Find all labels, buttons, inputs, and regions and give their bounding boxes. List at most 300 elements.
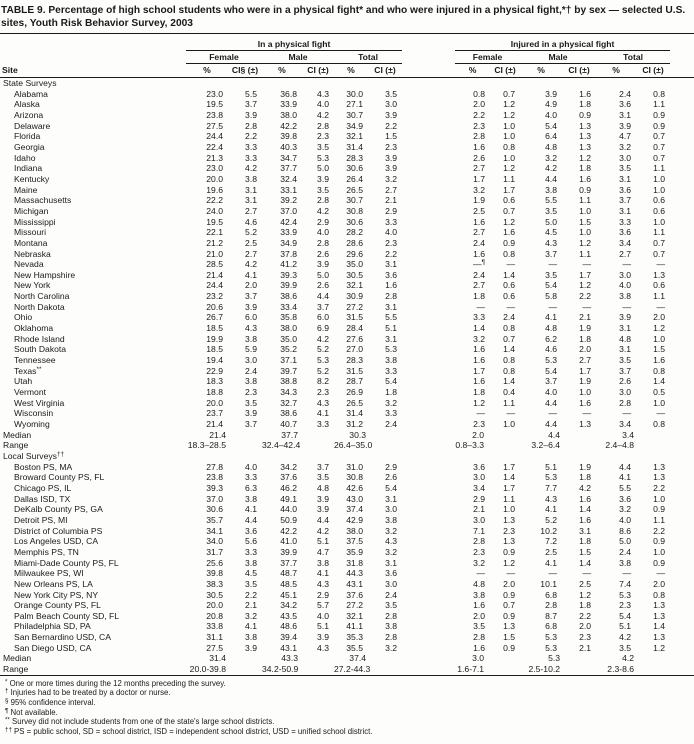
row-end-pad (670, 323, 694, 334)
value-cell: 5.3 (317, 355, 329, 366)
value-cell: 3.9 (317, 493, 329, 504)
value-cell: 31.8 (346, 557, 363, 568)
footnote-marker: ** (36, 365, 42, 373)
summary-row (0, 430, 694, 441)
value-cell: 3.8 (245, 376, 257, 387)
subheader-male: Male (262, 51, 334, 64)
value-cell: 3.1 (619, 173, 632, 184)
percent-header: % (455, 64, 490, 78)
value-cell: 1.9 (579, 323, 592, 334)
value-cell: 4.3 (545, 237, 558, 248)
summary-value-cell: 3.2–6.4 (531, 440, 561, 451)
value-cell: — (622, 259, 632, 270)
summary-value-cell: 43.3 (281, 653, 298, 664)
column-gap (402, 494, 455, 505)
site-cell: Memphis PS, TN (14, 546, 79, 557)
value-cell: 3.2 (385, 525, 398, 536)
row-end-pad (670, 131, 694, 142)
value-cell: 35.5 (346, 642, 363, 653)
value-cell: 0.9 (503, 546, 516, 557)
value-cell: 2.7 (473, 280, 486, 291)
value-cell: 19.9 (206, 333, 223, 344)
site-cell: New Orleans PS, LA (14, 578, 93, 589)
value-cell: 1.0 (503, 131, 516, 142)
value-cell: 38.6 (280, 291, 297, 302)
value-cell: 1.3 (653, 600, 666, 611)
value-cell: 44.3 (346, 568, 363, 579)
site-cell: San Bernardino USD, CA (14, 632, 111, 643)
value-cell: 21.0 (206, 248, 223, 259)
column-gap (402, 536, 455, 547)
summary-value-cell: 3.0 (472, 653, 485, 664)
value-cell: 4.3 (245, 323, 257, 334)
summary-value-cell: 30.3 (349, 429, 367, 440)
value-cell: — (656, 568, 666, 579)
table-row (0, 462, 694, 473)
row-end-pad (670, 344, 694, 355)
value-cell: 5.0 (545, 216, 558, 227)
summary-label: Median (3, 653, 32, 664)
value-cell: 7.7 (545, 482, 558, 493)
column-gap (402, 430, 455, 441)
site-cell: Tennessee (14, 355, 56, 366)
value-cell: 42.2 (280, 525, 297, 536)
value-cell: 2.4 (473, 269, 486, 280)
column-gap (402, 142, 455, 153)
value-cell: 2.2 (385, 120, 398, 131)
footnote-marker: †† (56, 450, 65, 458)
value-cell: 27.2 (346, 301, 363, 312)
value-cell: 1.3 (579, 141, 592, 152)
value-cell: 1.2 (503, 557, 516, 568)
row-end-pad (670, 334, 694, 345)
value-cell: 3.1 (579, 525, 592, 536)
value-cell: 4.1 (245, 504, 257, 515)
value-cell: 4.2 (579, 482, 592, 493)
value-cell: 2.3 (473, 546, 486, 557)
value-cell: 0.8 (653, 589, 666, 600)
value-cell: 4.8 (619, 333, 632, 344)
value-cell: 2.3 (473, 419, 486, 429)
value-cell: 1.3 (579, 131, 592, 142)
value-cell: 1.5 (503, 632, 516, 643)
column-gap (402, 89, 455, 100)
value-cell: 3.8 (245, 632, 257, 643)
row-end-pad (670, 558, 694, 569)
value-cell: 3.8 (317, 557, 329, 568)
measure-header-row (0, 64, 694, 78)
value-cell: 31.4 (346, 141, 363, 152)
value-cell: 23.7 (206, 408, 223, 419)
site-cell: Indiana (14, 163, 43, 174)
value-cell: 37.7 (280, 557, 297, 568)
value-cell: 30.7 (346, 109, 363, 120)
value-cell: 3.5 (473, 621, 486, 632)
value-cell: 1.7 (473, 365, 486, 376)
row-end-pad (670, 387, 694, 398)
value-cell: 1.6 (653, 355, 666, 366)
value-cell: 4.3 (317, 397, 329, 408)
value-cell: 2.5 (579, 578, 592, 589)
value-cell: 2.7 (473, 163, 486, 174)
row-end-pad (670, 366, 694, 377)
value-cell: 33.8 (206, 621, 223, 632)
value-cell: — (582, 301, 592, 312)
summary-value-cell: 34.2-50.9 (262, 664, 299, 675)
site-cell: Florida (14, 131, 41, 142)
value-cell: 3.1 (619, 344, 632, 355)
footnote-marker: †† (5, 726, 12, 734)
value-cell: 2.8 (473, 536, 486, 547)
column-gap (402, 643, 455, 654)
value-cell: 5.2 (545, 514, 558, 525)
row-end-pad (670, 217, 694, 228)
subheader-total-injured: Total (596, 51, 670, 64)
value-cell: 32.1 (346, 131, 363, 142)
value-cell: 5.1 (385, 323, 398, 334)
table-row (0, 515, 694, 526)
value-cell: 22.2 (206, 195, 223, 206)
value-cell: 1.2 (579, 589, 592, 600)
value-cell: 30.5 (206, 589, 223, 600)
table-row (0, 131, 694, 142)
footnote: § 95% confidence interval. (5, 697, 96, 707)
column-gap (402, 334, 455, 345)
value-cell: 2.6 (317, 280, 329, 291)
value-cell: 2.8 (317, 120, 329, 131)
summary-value-cell: 18.3–28.5 (187, 440, 226, 451)
value-cell: 18.5 (206, 344, 223, 355)
value-cell: 7.2 (545, 536, 558, 547)
value-cell: 3.2 (473, 557, 486, 568)
value-cell: 43.0 (346, 493, 363, 504)
value-cell: 30.7 (346, 195, 363, 206)
value-cell: 1.4 (503, 344, 516, 355)
site-cell: Wisconsin (14, 408, 54, 419)
value-cell: 1.5 (579, 216, 592, 227)
value-cell: 3.2 (385, 546, 398, 557)
value-cell: 3.4 (619, 419, 632, 429)
value-cell: 1.0 (503, 152, 516, 163)
value-cell: 5.0 (317, 163, 329, 174)
column-gap (402, 51, 455, 64)
value-cell: 4.1 (317, 568, 329, 579)
value-cell: 39.9 (280, 280, 297, 291)
table-row (0, 483, 694, 494)
value-cell: 31.1 (206, 632, 223, 643)
value-cell: 5.3 (317, 152, 329, 163)
value-cell: 31.5 (346, 312, 363, 323)
value-cell: 1.6 (579, 493, 592, 504)
value-cell: 37.0 (280, 205, 297, 216)
value-cell: 2.0 (653, 578, 666, 589)
value-cell: 3.9 (245, 642, 257, 653)
value-cell: 20.0 (206, 173, 223, 184)
column-gap (402, 621, 455, 632)
value-cell: 23.2 (206, 291, 223, 302)
value-cell: — (582, 259, 592, 270)
value-cell: 38.0 (280, 109, 297, 120)
table-row (0, 558, 694, 569)
value-cell: 2.8 (545, 600, 558, 611)
value-cell: 0.8 (473, 88, 486, 99)
value-cell: 4.4 (545, 397, 558, 408)
value-cell: 3.8 (385, 514, 398, 525)
value-cell: 3.2 (385, 642, 398, 653)
subheader-female-injured: Female (455, 51, 520, 64)
value-cell: 0.7 (653, 152, 666, 163)
value-cell: 19.6 (206, 184, 223, 195)
value-cell: 2.9 (473, 493, 486, 504)
value-cell: 1.6 (579, 173, 592, 184)
column-gap (402, 366, 455, 377)
value-cell: 43.1 (280, 642, 297, 653)
value-cell: 27.2 (346, 600, 363, 611)
value-cell: 0.7 (653, 237, 666, 248)
summary-value-cell: 20.0-39.8 (189, 664, 226, 675)
value-cell: 0.6 (653, 205, 666, 216)
value-cell: 5.5 (245, 88, 257, 99)
value-cell: 30.8 (346, 205, 363, 216)
value-cell: 3.0 (385, 578, 398, 589)
value-cell: 26.5 (346, 397, 363, 408)
site-cell: North Dakota (14, 301, 65, 312)
value-cell: 5.2 (245, 227, 257, 238)
value-cell: 3.2 (245, 610, 257, 621)
column-gap (402, 163, 455, 174)
value-cell: 3.5 (385, 88, 398, 99)
value-cell: 4.0 (619, 280, 632, 291)
value-cell: — (656, 259, 666, 270)
column-gap (402, 568, 455, 579)
site-cell: Wyoming (14, 419, 50, 429)
value-cell: 1.6 (473, 600, 486, 611)
summary-value-cell: 2.0 (472, 429, 485, 440)
value-cell: 36.8 (280, 88, 297, 99)
site-cell: Dallas ISD, TX (14, 493, 71, 504)
value-cell: 0.8 (653, 419, 666, 429)
value-cell: 3.7 (245, 291, 257, 302)
value-cell: 1.9 (579, 376, 592, 387)
site-cell: Detroit PS, MI (14, 514, 68, 525)
value-cell: 3.0 (385, 504, 398, 515)
value-cell: 2.9 (385, 205, 398, 216)
row-end-pad (670, 153, 694, 164)
value-cell: 39.2 (280, 195, 297, 206)
value-cell: 4.3 (317, 88, 329, 99)
value-cell: 38.8 (280, 376, 297, 387)
footnote-marker: ¶ (5, 707, 9, 715)
value-cell: 34.0 (206, 536, 223, 547)
value-cell: 21.4 (206, 269, 223, 280)
table-row (0, 323, 694, 334)
value-cell: 42.6 (346, 482, 363, 493)
value-cell: 3.9 (317, 259, 329, 270)
site-cell: Milwaukee PS, WI (14, 568, 84, 579)
value-cell: 0.9 (579, 109, 592, 120)
value-cell: 24.4 (206, 280, 223, 291)
value-cell: 1.9 (579, 461, 592, 472)
value-cell: 45.1 (280, 589, 297, 600)
summary-value-cell: 2.3-8.6 (607, 664, 635, 675)
value-cell: 1.1 (653, 227, 666, 238)
summary-value-cell: 2.5-10.2 (528, 664, 561, 675)
value-cell: 22.9 (206, 365, 223, 376)
value-cell: 46.2 (280, 482, 297, 493)
value-cell: 2.0 (503, 578, 516, 589)
value-cell: 2.2 (473, 109, 486, 120)
value-cell: 32.4 (280, 173, 297, 184)
footnote: * One or more times during the 12 months preceding the survey. (5, 678, 226, 688)
value-cell: 5.4 (385, 482, 398, 493)
column-gap (402, 249, 455, 260)
summary-row (0, 664, 694, 675)
value-cell: 41.0 (280, 536, 297, 547)
value-cell: 3.9 (317, 173, 329, 184)
row-end-pad (670, 600, 694, 611)
value-cell: 2.9 (317, 216, 329, 227)
table-title-line1: TABLE 9. Percentage of high school students who were in a physical fight* and who were injured in a physical fight,*† by sex — (1, 5, 619, 16)
value-cell: 0.6 (503, 291, 516, 302)
column-gap (402, 302, 455, 313)
table-row (0, 206, 694, 217)
value-cell: 2.0 (653, 312, 666, 323)
value-cell: 50.9 (280, 514, 297, 525)
value-cell: 1.2 (503, 216, 516, 227)
value-cell: 2.2 (653, 482, 666, 493)
value-cell: 3.9 (619, 120, 632, 131)
value-cell: 2.3 (473, 120, 486, 131)
value-cell: 7.1 (473, 525, 486, 536)
summary-label: Range (3, 440, 29, 451)
value-cell: 0.7 (653, 131, 666, 142)
value-cell: 0.9 (653, 504, 666, 515)
subheader-total: Total (334, 51, 402, 64)
value-cell: 3.1 (385, 259, 398, 270)
summary-label: Median (3, 429, 32, 440)
value-cell: 28.2 (346, 227, 363, 238)
value-cell: 3.3 (619, 216, 632, 227)
value-cell: 4.0 (385, 227, 398, 238)
value-cell: 2.1 (579, 312, 592, 323)
value-cell: 20.6 (206, 301, 223, 312)
table-row (0, 185, 694, 196)
value-cell: 5.3 (545, 355, 558, 366)
table-row (0, 504, 694, 515)
group-header-in-fight: In a physical fight (186, 34, 402, 51)
row-end-pad (670, 185, 694, 196)
value-cell: 6.8 (545, 621, 558, 632)
value-cell: 38.0 (346, 525, 363, 536)
value-cell: 5.1 (619, 621, 632, 632)
column-gap (402, 131, 455, 142)
row-end-pad (670, 462, 694, 473)
value-cell: — (548, 568, 558, 579)
value-cell: 4.7 (317, 546, 329, 557)
row-end-pad (670, 621, 694, 632)
value-cell: 2.0 (245, 280, 257, 291)
value-cell: 1.0 (503, 504, 516, 515)
value-cell: 1.6 (385, 280, 398, 291)
summary-value-cell: 3.4 (622, 429, 635, 440)
value-cell: 2.4 (619, 546, 632, 557)
value-cell: 25.6 (206, 557, 223, 568)
value-cell: 19.5 (206, 99, 223, 110)
site-cell: Philadelphia SD, PA (14, 621, 91, 632)
value-cell: 44.0 (280, 504, 297, 515)
value-cell: 27.6 (346, 333, 363, 344)
value-cell: 2.0 (579, 621, 592, 632)
row-end-pad (670, 419, 694, 430)
row-end-pad (670, 312, 694, 323)
value-cell: 32.7 (280, 397, 297, 408)
value-cell: 4.2 (245, 259, 257, 270)
value-cell: 26.7 (206, 312, 223, 323)
value-cell: 35.2 (280, 344, 297, 355)
value-cell: 22.4 (206, 141, 223, 152)
value-cell: 3.5 (619, 642, 632, 653)
value-cell: 1.6 (473, 642, 486, 653)
value-cell: 3.0 (619, 152, 632, 163)
value-cell: 0.7 (653, 248, 666, 259)
value-cell: 26.4 (346, 173, 363, 184)
row-end-pad (670, 238, 694, 249)
table-row (0, 632, 694, 643)
value-cell: 3.6 (619, 493, 632, 504)
value-cell: 20.0 (206, 600, 223, 611)
value-cell: 2.7 (579, 355, 592, 366)
summary-label: Range (3, 664, 29, 675)
value-cell: 3.8 (473, 589, 486, 600)
value-cell: 30.8 (346, 472, 363, 483)
value-cell: 5.6 (245, 536, 257, 547)
value-cell: 31.5 (346, 365, 363, 376)
value-cell: — (476, 408, 486, 419)
value-cell: 37.6 (346, 589, 363, 600)
value-cell: 4.0 (317, 99, 329, 110)
table-row (0, 376, 694, 387)
value-cell: 1.6 (579, 397, 592, 408)
value-cell: 1.3 (653, 610, 666, 621)
value-cell: 39.3 (206, 482, 223, 493)
value-cell: 4.8 (545, 141, 558, 152)
value-cell: 1.2 (579, 237, 592, 248)
value-cell: 2.4 (619, 88, 632, 99)
value-cell: 3.1 (385, 557, 398, 568)
row-end-pad (670, 99, 694, 110)
value-cell: 2.3 (385, 141, 398, 152)
table-row (0, 142, 694, 153)
value-cell: 4.5 (545, 227, 558, 238)
value-cell: — (622, 568, 632, 579)
value-cell: 1.0 (653, 493, 666, 504)
column-gap (402, 419, 455, 430)
value-cell: 2.7 (619, 248, 632, 259)
value-cell: 2.8 (473, 632, 486, 643)
value-cell: 3.3 (245, 472, 257, 483)
value-cell: — (506, 259, 516, 270)
value-cell: 4.2 (317, 109, 329, 120)
value-cell: 1.3 (503, 536, 516, 547)
value-cell: — (506, 408, 516, 419)
value-cell: — (548, 408, 558, 419)
value-cell: 1.5 (385, 131, 398, 142)
row-end-pad (670, 526, 694, 537)
site-column-header: Site (0, 64, 186, 78)
value-cell: 4.8 (317, 482, 329, 493)
value-cell: 3.7 (317, 301, 329, 312)
value-cell: 4.3 (545, 493, 558, 504)
